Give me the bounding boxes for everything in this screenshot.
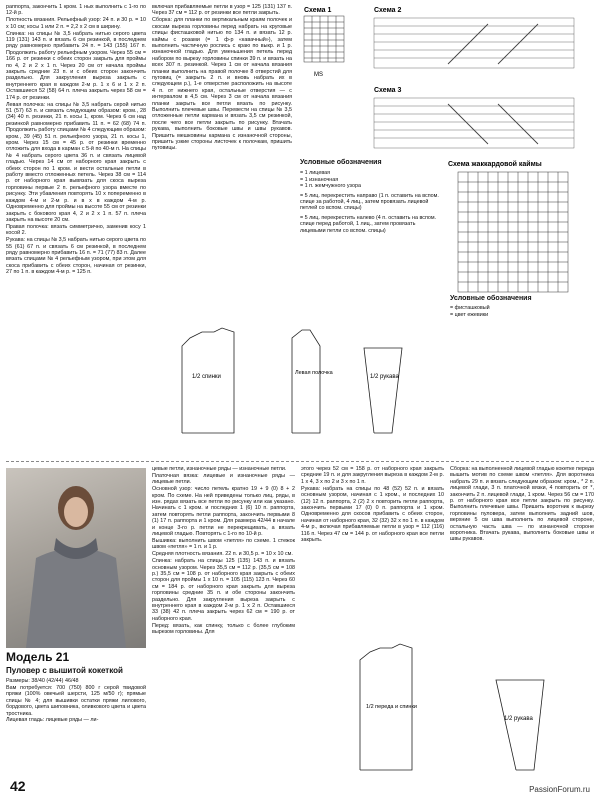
- paragraph: Левая полочка: на спицы № 3,5 набрать серой нитью 51 (57) 63 п. и связать следующим образом: кром., 28 (34) 40 п. резинки, 21 п. косы 1, кром. Через 6 см над резинкой равномерно прибавить 11 п. = 62 (68) 74 п. Продолжить работу спицами № 4 следующим образом: кром., 39 (45) 51 п. рельефного узора, 21 п. косы 1, кром. Через 15 см = 45 р. от резинки временно отложить для входа в карман с 5-й по 40-м п. На спицы № 4 набрать серого цвета 36 п. и связать лицевой гладью. Через 14 см от наборного края закрыть с обеих сторон по 1 кром. и вести остальные петли в работу вместо отложенных петель. Через 38 см = 114 р. от наборного края вывязать для скоса выреза горловины первые 2 п. рельефного узора вместе по рисунку. Эти убавления повторять 10 х попеременно в каждом 4-м и 2-м р. и в х в каждом 4-м р. Одновременно для проймы на высоте 55 см от резинки закрыть с бокового края 4, 2 и 2 х 1 п. 57 п. плеча закрыть на высоте 20 см.: [6, 101, 146, 223]
- scheme-2-title: Схема 2: [374, 7, 402, 14]
- paragraph: Рукава: на спицы № 3,5 набрать нитью серого цвета по 55 (61) 67 п. и связать 6 см резинкой, в последнем ряду равномерно прибавить 16 п. = 71 (77) 83 п. Далее вязать спицами № 4 рельефным узором, при этом для скоса прибавить с обеих сторон, начиная от резинки, 27 по 1 п. в каждом 4-м р. = 125 п.: [6, 237, 146, 276]
- paragraph: этого через 52 см = 158 р. от наборного края закрыть средние 19 п. и для закругления выреза в каждом 2-м р. 1 х 4, 3 х по 2 и 3 х по 1 п.: [301, 466, 444, 485]
- text-column-2-bottom: [301, 466, 444, 606]
- back-pattern-label: 1/2 спинки: [192, 374, 221, 380]
- paragraph: цевые петли, изнаночные ряды — изнаночные петли.: [152, 466, 287, 472]
- model-subtitle: Пуловер с вышитой кокеткой: [6, 666, 123, 675]
- ms-label: MS: [314, 72, 323, 78]
- page-number: 42: [10, 778, 26, 794]
- legend-block: [300, 160, 442, 234]
- front-back-pattern-label: 1/2 переда и спинки: [366, 704, 417, 710]
- paragraph: Перед: вязать, как спинку, только с более глубоким вырезом горловины. Для: [152, 622, 295, 636]
- legend-item: = 1 лицевая: [300, 170, 331, 177]
- paragraph: Сборка: для планки по вертикальным краям полочек и скосам выреза горловины перед набрать на круговые спицы фисташковой нитью по 134 п. и вязать 12 р. каймы с розами (= 1 ф-р «кавачный»), затем выполнить частичную роспись с краю по выкр. и 1 р. изнаночной гладью. Для уменьшения петель перед набором по вырезу горловины спинки 39 п. и вязать на всех 307 п. резинкой. Через 1 см от начала вязания планки выполнить на правой полочке 8 отверстий для пуговиц (= закрыть 2 п. и вновь набрать их в следующем р.), 1-е отверстие расположить на высоте 4 п. от нижнего края, остальные отверстия — с интервалом в 4,5 см. Через 3 см от начала вязания планки закрыть все петли вязать по рисунку. Выполнить плечевые швы. Перевести на спицы № 3,5 отложенные петли кармана и вязать 3,5 см резинкой, после чего все петли закрыть по рисунку. Втачать рукава, выполнить боковые швы и швы рукавов. Пришить мешковины кармана с изнаночной стороны, пришить узкие стороны листочек к полочкам, пришить пуговицы.: [152, 17, 292, 152]
- text-column-3-bottom: [450, 466, 594, 626]
- paragraph: Рукава: набрать на спицы по 48 (52) 52 п. и вязать основным узором, начиная с 1 кром., и последних 10 (12) 12 п. раппорта, 2 (2) 2 х повторить петли раппорта, закончить первыми 17 (0) 0 п. раппорта и 1 кром. Одновременно для скосов прибавить с обеих сторон, начиная от наборного края, 32 (32) 32 х по 1 п. в каждом 4-м р., включая прибавляемые петли в узор = 112 (116) 116 п. Через 47 см = 144 р. от наборного края все петли закрыть.: [301, 485, 444, 543]
- section-divider: [6, 461, 594, 462]
- legend-2-block: [450, 296, 590, 318]
- text-column-1-top: [6, 4, 146, 456]
- paragraph: Платочная вязка: лицевые и изнаночные ряды — лицевые петли.: [152, 472, 295, 486]
- model-photo: [6, 468, 146, 648]
- model-text: [6, 678, 146, 724]
- model-info: [6, 650, 146, 724]
- sleeve-pattern-label: 1/2 рукава: [370, 374, 399, 380]
- model-materials: Вам потребуется: 700 (750) 800 г серой твидовой пряжи (100% овечьей шерсти, 125 м/50 г); прямые спицы № 4; для вышивки остатки пряжи лилового, бордового, цвета шиповника, оливкового цвета и цвета тростника.: [6, 684, 146, 717]
- jacquard-grid: [458, 172, 568, 292]
- legend-item: = 5 лиц. перекрестить направо (1 п. оставить на вспом. спице за работой, 4 лиц., затем провязать лицевой петлей со вспом. спицы): [300, 192, 439, 212]
- left-front-pattern-piece: [292, 330, 320, 433]
- paragraph: Вышивка: выполнить швом «петля» по схеме. 1 стежок швом «петля» = 1 п. и 1 р.: [152, 537, 295, 551]
- paragraph: Основной узор: число петель кратно 19 + 9 (0) 8 + 2 кром. По схеме. На ней приведены только лиц. ряды, в изн. рядах вязать все петли по рисунку или как указано. Начинать с 1 кром. и последних 1 (6) 10 п. раппорта, затем повторять петли раппорта, закончить первыми 8 (1) 17 п. раппорта и 1 кром. Для размера 42/44 в начале и конце 3-го р. петли не перекрещивать, а вязать лицевой гладью. Повторять с 1-го по 10-й р.: [152, 486, 295, 538]
- model-title: Модель 21: [6, 650, 70, 664]
- left-front-pattern-label: Левая полочка: [295, 370, 333, 376]
- legend-item: = 1 изнаночная: [300, 176, 339, 183]
- scheme-3-title: Схема 3: [374, 87, 402, 94]
- sleeve-bottom-pattern-label: 1/2 рукава: [504, 716, 533, 722]
- text-column-1-bottom: [152, 466, 295, 784]
- model-sizes: Размеры: 38/40 (42/44) 46/48: [6, 678, 79, 684]
- scheme-1-grid: [304, 16, 344, 62]
- schemes-area: [298, 4, 596, 294]
- scheme-2-grid: [374, 18, 574, 68]
- bottom-patterns: [340, 630, 590, 780]
- scheme-3-grid: [374, 98, 574, 148]
- legend-item: = 5 лиц. перекрестить налево (4 п. оставить на вспом. спице перед работой, 1 лиц., затем провязать лицевыми петли со вспом. спицы): [300, 214, 437, 234]
- paragraph: Средняя плотность вязания. 22 п. и 30,5 р. = 10 х 10 см.: [152, 551, 293, 558]
- jacquard-title: Схема жаккардовой каймы: [448, 161, 542, 168]
- sleeve-pattern-piece: [364, 348, 402, 433]
- legend-2-title: Условные обозначения: [450, 295, 532, 302]
- text-column-2-top: [152, 4, 292, 282]
- scheme-1-title: Схема 1: [304, 7, 332, 14]
- paragraph: Сборка: на выполненной лицевой гладью кокетке переда вышить мотив по схеме швом «петля». Для воротника набрать 29 п. и вязать следующим образом: кром., * 2 п. лицевой глади, 3 п. платочной вязки, 4 повторить от *, закончить 2 п. лицевой глади, 1 кром. Через 56 см = 170 р. от наборного края все петли закрыть по рисунку. Выполнить плечевые швы. Пришить воротник к вырезу горловины пуловера, затем выполнить задний шов, верхние 5 см шва выполнить по лицевой стороне, остальную часть шва — по изнаночной стороне воротника. Втачать рукава, выполнить боковые швы и швы рукавов.: [450, 466, 594, 543]
- legend-item: = 1 п. жемчужного узора: [300, 183, 361, 190]
- legend-2-item: = фисташковый: [450, 305, 490, 312]
- paragraph: Спинка: на спицы № 3,5 набрать нитью серого цвета 119 (131) 143 п. и вязать 6 см резинкой, в последнем ряду равномерно прибавить 24 п. = 143 (155) 167 п. Продолжить работу рельефным узором. Через 55 см = 166 р. от резинки с обеих сторон закрыть для проймы по 4, 2 и 2 х 1 п. Через 20 см от начала проймы закрыть средние 23 п. и с обеих сторон закончить раздельно. Для закругления выреза закрыть с внутреннего края в каждом 2-м р. 1 х 6 и 1 х 2 п. Оставшиеся 52 (58) 64 п. плеча закрыть через 58 см = 174 р. от резинки.: [6, 30, 146, 101]
- legend-title: Условные обозначения: [300, 159, 382, 166]
- paragraph: Спинка: набрать на спицы 125 (135) 143 п. и вязать основным узором. Через 35,5 см = 112 р. (35,5 см = 108 р.) 35,5 см = 108 р. от наборного края закрыть с обеих сторон для проймы 1 х 10 п. = 105 (115) 123 п. Через 60 см = 184 р. от наборного края закрыть для выреза горловины средние 35 п. и обе стороны закончить раздельно. Для закругления выреза закрыть с внутреннего края в каждом 2-м р. 1 х 2 п. Оставшиеся 33 (38) 42 п. плеча закрыть через 62 см = 190 р. от наборного края.: [152, 558, 295, 622]
- back-pattern-piece: [182, 328, 234, 433]
- paragraph: Правая полочка: вязать симметрично, заменив косу 1 косой 2.: [6, 223, 146, 237]
- model-stitch: Лицевая гладь: лицевые ряды — ли-: [6, 717, 99, 724]
- paragraph: Плотность вязания. Рельефный узор: 24 п. и 30 р. = 10 х 10 см; косы 1 или 2 п. = 2,2 х 2 см в ширину.: [6, 17, 146, 30]
- sleeve-bottom-pattern-piece: [496, 680, 544, 770]
- paragraph: включая прибавляемые петли в узор = 125 (131) 137 п. Через 37 см = 112 р. от резинки все петли закрыть.: [152, 4, 292, 17]
- site-watermark: PassionForum.ru: [529, 785, 590, 794]
- top-patterns: [152, 318, 592, 460]
- legend-2-item: = цвет ежевики: [450, 311, 489, 318]
- paragraph: раппорта, закончить 1 кром. 1 ных выполнить с 1-го по 12-й р.: [6, 4, 146, 17]
